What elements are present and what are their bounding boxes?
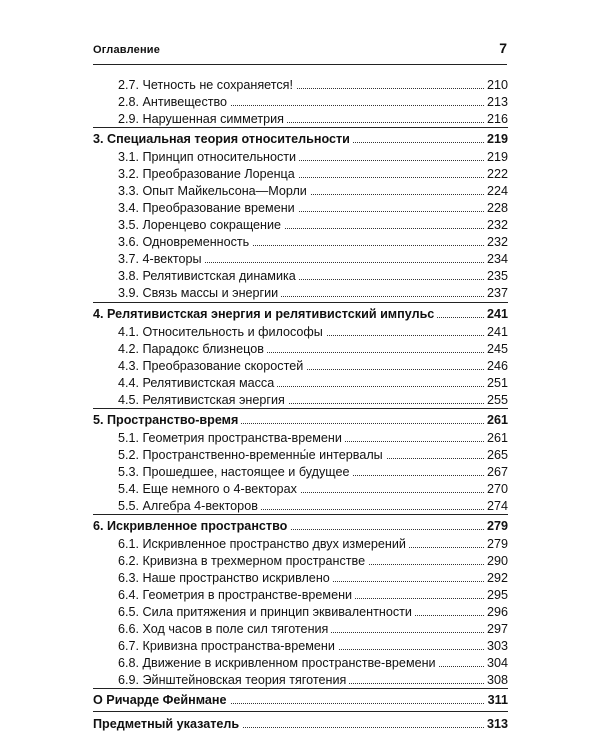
entry-title: 3.3. Опыт Майкельсона—Морли bbox=[118, 183, 310, 200]
entry-page: 290 bbox=[484, 553, 508, 570]
toc-section bbox=[0, 498, 600, 515]
toc-section bbox=[0, 77, 600, 94]
entry-title: 6.3. Наше пространство искривлено bbox=[118, 570, 333, 587]
entry-title: 5.1. Геометрия пространства-времени bbox=[118, 430, 345, 447]
section-divider bbox=[93, 408, 508, 409]
entry-title: 5. Пространство-время bbox=[93, 412, 241, 429]
toc-section bbox=[0, 166, 600, 183]
entry-page: 303 bbox=[484, 638, 508, 655]
entry-title: 4.1. Относительность и философы bbox=[118, 324, 326, 341]
entry-page: 219 bbox=[484, 149, 508, 166]
entry-title: О Ричарде Фейнмане bbox=[93, 692, 230, 709]
toc-section bbox=[0, 149, 600, 166]
entry-page: 296 bbox=[484, 604, 508, 621]
entry-title: 4.2. Парадокс близнецов bbox=[118, 341, 267, 358]
entry-title: 4. Релятивистская энергия и релятивистский импульс bbox=[93, 306, 437, 323]
section-divider bbox=[93, 302, 508, 303]
entry-title: 6.2. Кривизна в трехмерном пространстве bbox=[118, 553, 368, 570]
entry-page: 313 bbox=[484, 716, 508, 733]
entry-title: 3.2. Преобразование Лоренца bbox=[118, 166, 298, 183]
entry-page: 246 bbox=[484, 358, 508, 375]
entry-page: 219 bbox=[484, 131, 508, 148]
entry-title: 6.1. Искривленное пространство двух измерений bbox=[118, 536, 409, 553]
entry-page: 224 bbox=[484, 183, 508, 200]
entry-title: 6.4. Геометрия в пространстве-времени bbox=[118, 587, 355, 604]
page-header bbox=[93, 42, 507, 65]
entry-page: 232 bbox=[484, 234, 508, 251]
toc-section bbox=[0, 570, 600, 587]
entry-page: 237 bbox=[484, 285, 508, 302]
toc-section bbox=[0, 536, 600, 553]
entry-page: 274 bbox=[484, 498, 508, 515]
entry-title: 3.9. Связь массы и энергии bbox=[118, 285, 281, 302]
toc-section bbox=[0, 234, 600, 251]
entry-title: 4.4. Релятивистская масса bbox=[118, 375, 277, 392]
toc-chapter bbox=[0, 518, 600, 535]
entry-title: 2.8. Антивещество bbox=[118, 94, 230, 111]
entry-title: 2.7. Четность не сохраняется! bbox=[118, 77, 296, 94]
entry-title: 6.6. Ход часов в поле сил тяготения bbox=[118, 621, 331, 638]
entry-title: 6.9. Эйнштейновская теория тяготения bbox=[118, 672, 349, 689]
toc-section bbox=[0, 183, 600, 200]
entry-title: 5.2. Пространственно-временны́е интервалы bbox=[118, 447, 386, 464]
entry-page: 216 bbox=[484, 111, 508, 128]
entry-page: 265 bbox=[484, 447, 508, 464]
toc-chapter bbox=[0, 692, 600, 709]
section-divider bbox=[93, 514, 508, 515]
toc-section bbox=[0, 358, 600, 375]
toc-section bbox=[0, 464, 600, 481]
entry-page: 261 bbox=[484, 430, 508, 447]
entry-page: 279 bbox=[484, 536, 508, 553]
toc-section bbox=[0, 638, 600, 655]
toc-chapter bbox=[0, 412, 600, 429]
section-divider bbox=[93, 688, 508, 689]
entry-page: 279 bbox=[484, 518, 508, 535]
entry-page: 267 bbox=[484, 464, 508, 481]
entry-page: 297 bbox=[484, 621, 508, 638]
entry-title: 3.1. Принцип относительности bbox=[118, 149, 299, 166]
section-divider bbox=[93, 127, 508, 128]
entry-title: 2.9. Нарушенная симметрия bbox=[118, 111, 287, 128]
toc-section bbox=[0, 285, 600, 302]
entry-page: 235 bbox=[484, 268, 508, 285]
toc-section bbox=[0, 94, 600, 111]
toc-section bbox=[0, 268, 600, 285]
entry-page: 308 bbox=[484, 672, 508, 689]
entry-title: 6.7. Кривизна пространства-времени bbox=[118, 638, 338, 655]
entry-page: 232 bbox=[484, 217, 508, 234]
entry-title: Предметный указатель bbox=[93, 716, 242, 733]
toc-chapter bbox=[0, 131, 600, 148]
toc-section bbox=[0, 481, 600, 498]
toc-section bbox=[0, 217, 600, 234]
toc-section bbox=[0, 553, 600, 570]
entry-page: 261 bbox=[484, 412, 508, 429]
toc-section bbox=[0, 447, 600, 464]
entry-title: 4.3. Преобразование скоростей bbox=[118, 358, 306, 375]
entry-title: 4.5. Релятивистская энергия bbox=[118, 392, 288, 409]
toc-section bbox=[0, 430, 600, 447]
page-number: 7 bbox=[499, 40, 507, 56]
entry-title: 5.5. Алгебра 4-векторов bbox=[118, 498, 261, 515]
toc-section bbox=[0, 392, 600, 409]
entry-page: 270 bbox=[484, 481, 508, 498]
toc-section bbox=[0, 341, 600, 358]
toc-chapter bbox=[0, 716, 600, 733]
entry-page: 245 bbox=[484, 341, 508, 358]
entry-page: 241 bbox=[484, 306, 508, 323]
entry-page: 255 bbox=[484, 392, 508, 409]
section-divider bbox=[93, 711, 508, 712]
entry-page: 234 bbox=[484, 251, 508, 268]
toc-section bbox=[0, 621, 600, 638]
entry-page: 295 bbox=[484, 587, 508, 604]
toc-section bbox=[0, 672, 600, 689]
entry-title: 6.8. Движение в искривленном пространстве-времени bbox=[118, 655, 439, 672]
entry-title: 3. Специальная теория относительности bbox=[93, 131, 353, 148]
toc-section bbox=[0, 587, 600, 604]
entry-page: 213 bbox=[484, 94, 508, 111]
entry-title: 6.5. Сила притяжения и принцип эквивалентности bbox=[118, 604, 415, 621]
running-title: Оглавление bbox=[93, 44, 161, 56]
entry-page: 222 bbox=[484, 166, 508, 183]
toc-chapter bbox=[0, 306, 600, 323]
entry-title: 6. Искривленное пространство bbox=[93, 518, 290, 535]
entry-page: 311 bbox=[485, 692, 508, 709]
toc-section bbox=[0, 200, 600, 217]
toc-section bbox=[0, 375, 600, 392]
entry-title: 3.5. Лоренцево сокращение bbox=[118, 217, 284, 234]
entry-page: 228 bbox=[484, 200, 508, 217]
toc-section bbox=[0, 251, 600, 268]
entry-page: 241 bbox=[484, 324, 508, 341]
entry-title: 5.3. Прошедшее, настоящее и будущее bbox=[118, 464, 353, 481]
toc-section bbox=[0, 324, 600, 341]
entry-page: 304 bbox=[484, 655, 508, 672]
entry-page: 292 bbox=[484, 570, 508, 587]
entry-title: 3.7. 4-векторы bbox=[118, 251, 205, 268]
toc-section bbox=[0, 655, 600, 672]
entry-title: 3.6. Одновременность bbox=[118, 234, 252, 251]
entry-page: 251 bbox=[484, 375, 508, 392]
entry-title: 5.4. Еще немного о 4-векторах bbox=[118, 481, 300, 498]
entry-title: 3.4. Преобразование времени bbox=[118, 200, 298, 217]
entry-page: 210 bbox=[484, 77, 508, 94]
toc-section bbox=[0, 111, 600, 128]
entry-title: 3.8. Релятивистская динамика bbox=[118, 268, 299, 285]
toc-section bbox=[0, 604, 600, 621]
